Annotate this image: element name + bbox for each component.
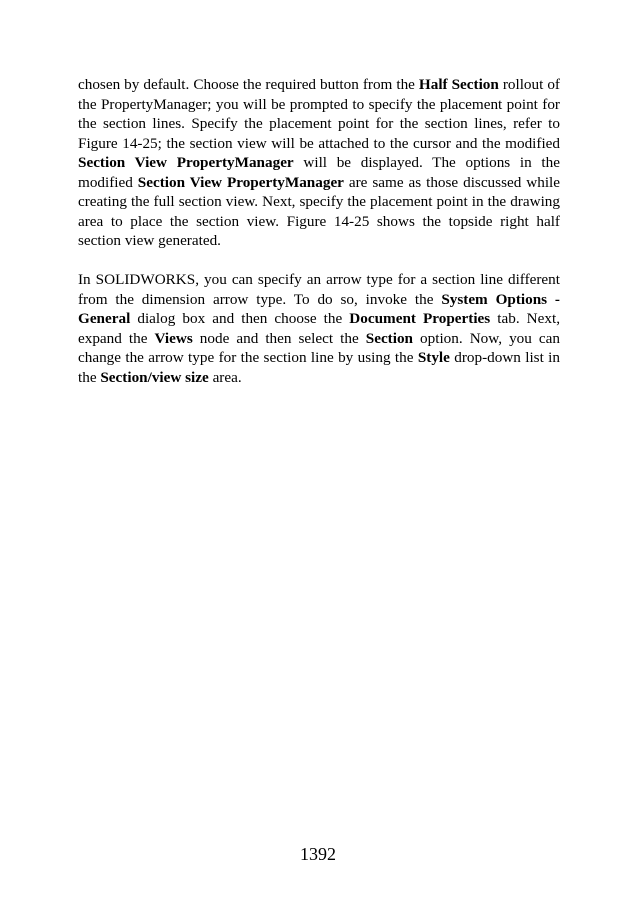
bold-term-views: Views bbox=[154, 329, 193, 347]
text-run: are same as those discussed while creating the full section view. Next, specify the placement point in the drawing area to place the section view. Figure 14-25 shows the topside right half section view generated. bbox=[78, 173, 560, 249]
page-number: 1392 bbox=[300, 844, 336, 864]
paragraph-half-section-placement bbox=[78, 75, 560, 251]
text-run: dialog box and then choose the bbox=[130, 310, 350, 327]
body-text bbox=[78, 75, 560, 407]
bold-term-section-view-size: Section/view size bbox=[100, 368, 209, 386]
text-run: drop-down list in the bbox=[78, 349, 560, 386]
bold-term-style: Style bbox=[417, 349, 450, 366]
text-run: rollout of the PropertyManager; you will be prompted to specify the placement point for the section lines. Specify the placement point for the section lines, refer to Figure 14-25; the section view will be attached to the cursor and the modified bbox=[78, 76, 560, 152]
bold-term-section-view-propertymanager: Section View PropertyManager bbox=[137, 173, 344, 191]
text-run: chosen by default. Choose the required button from the bbox=[78, 76, 419, 93]
text-run: will be displayed. The options in the modified bbox=[78, 154, 560, 191]
bold-term-half-section: Half Section bbox=[418, 76, 499, 93]
bold-term-section: Section bbox=[365, 329, 413, 347]
bold-term-system-options: System Options - General bbox=[78, 290, 560, 327]
text-run: node and then select the bbox=[192, 329, 366, 347]
text-run: In SOLIDWORKS, you can specify an arrow type for a section line different from the dimension arrow type. To do so, invoke the bbox=[78, 271, 560, 308]
text-run: tab. Next, expand the bbox=[78, 310, 561, 347]
bold-term-section-view-propertymanager: Section View PropertyManager bbox=[78, 154, 294, 171]
text-run: option. Now, you can change the arrow type for the section line by using the bbox=[78, 329, 560, 366]
bold-term-document-properties: Document Properties bbox=[349, 310, 491, 327]
paragraph-arrow-type bbox=[78, 270, 560, 387]
text-run: area. bbox=[208, 368, 242, 386]
